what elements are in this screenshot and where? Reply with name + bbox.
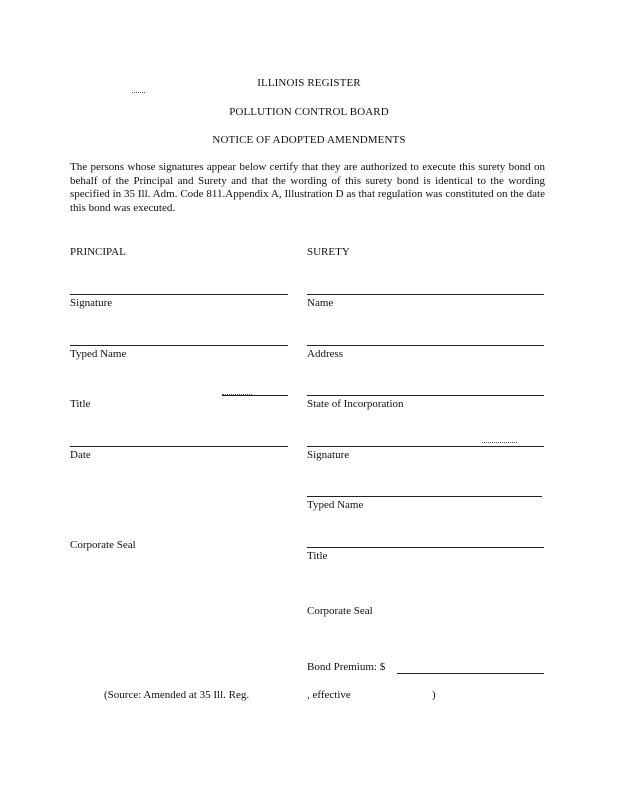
principal-date-label: Date — [70, 449, 91, 461]
board-title: POLLUTION CONTROL BOARD — [229, 106, 389, 118]
principal-signature-label: Signature — [70, 297, 113, 309]
notice-title: NOTICE OF ADOPTED AMENDMENTS — [212, 134, 406, 146]
surety-title-line[interactable] — [307, 547, 544, 548]
surety-address-line[interactable] — [307, 345, 544, 346]
scan-speck — [132, 92, 145, 93]
source-note-effective: , effective — [307, 689, 351, 701]
principal-title-label: Title — [70, 398, 91, 410]
bond-premium-label: Bond Premium: $ — [307, 661, 386, 673]
principal-typed-name-line[interactable] — [70, 345, 288, 346]
register-title: ILLINOIS REGISTER — [257, 77, 361, 89]
principal-corporate-seal-label: Corporate Seal — [70, 539, 136, 551]
principal-signature-line[interactable] — [70, 294, 288, 295]
source-note-close: ) — [432, 689, 436, 701]
principal-typed-name-label: Typed Name — [70, 348, 127, 360]
surety-signature-line[interactable] — [307, 446, 544, 447]
scan-speck — [482, 442, 517, 443]
principal-date-line[interactable] — [70, 446, 288, 447]
surety-state-line[interactable] — [307, 395, 544, 396]
principal-heading: PRINCIPAL — [70, 246, 126, 258]
surety-heading: SURETY — [307, 246, 350, 258]
source-note-prefix: (Source: Amended at 35 Ill. Reg. — [104, 689, 250, 701]
surety-name-label: Name — [307, 297, 334, 309]
certification-paragraph: The persons whose signatures appear below certify that they are authorized to execute this surety bond on behalf of the Principal and Surety and that the wording of this surety bond is identical to the wording specified in 35 Ill. Adm. Code 811.Appendix A, Illustration D as that regulation was constituted on the date this bond was executed. — [70, 161, 545, 214]
surety-corporate-seal-label: Corporate Seal — [307, 605, 373, 617]
surety-address-label: Address — [307, 348, 344, 360]
surety-typed-name-label: Typed Name — [307, 499, 364, 511]
bond-premium-line[interactable] — [397, 673, 544, 674]
surety-typed-name-line[interactable] — [307, 496, 542, 497]
surety-name-line[interactable] — [307, 294, 544, 295]
surety-title-label: Title — [307, 550, 328, 562]
surety-state-label: State of Incorporation — [307, 398, 404, 410]
surety-signature-label: Signature — [307, 449, 350, 461]
principal-title-line[interactable] — [222, 395, 288, 396]
